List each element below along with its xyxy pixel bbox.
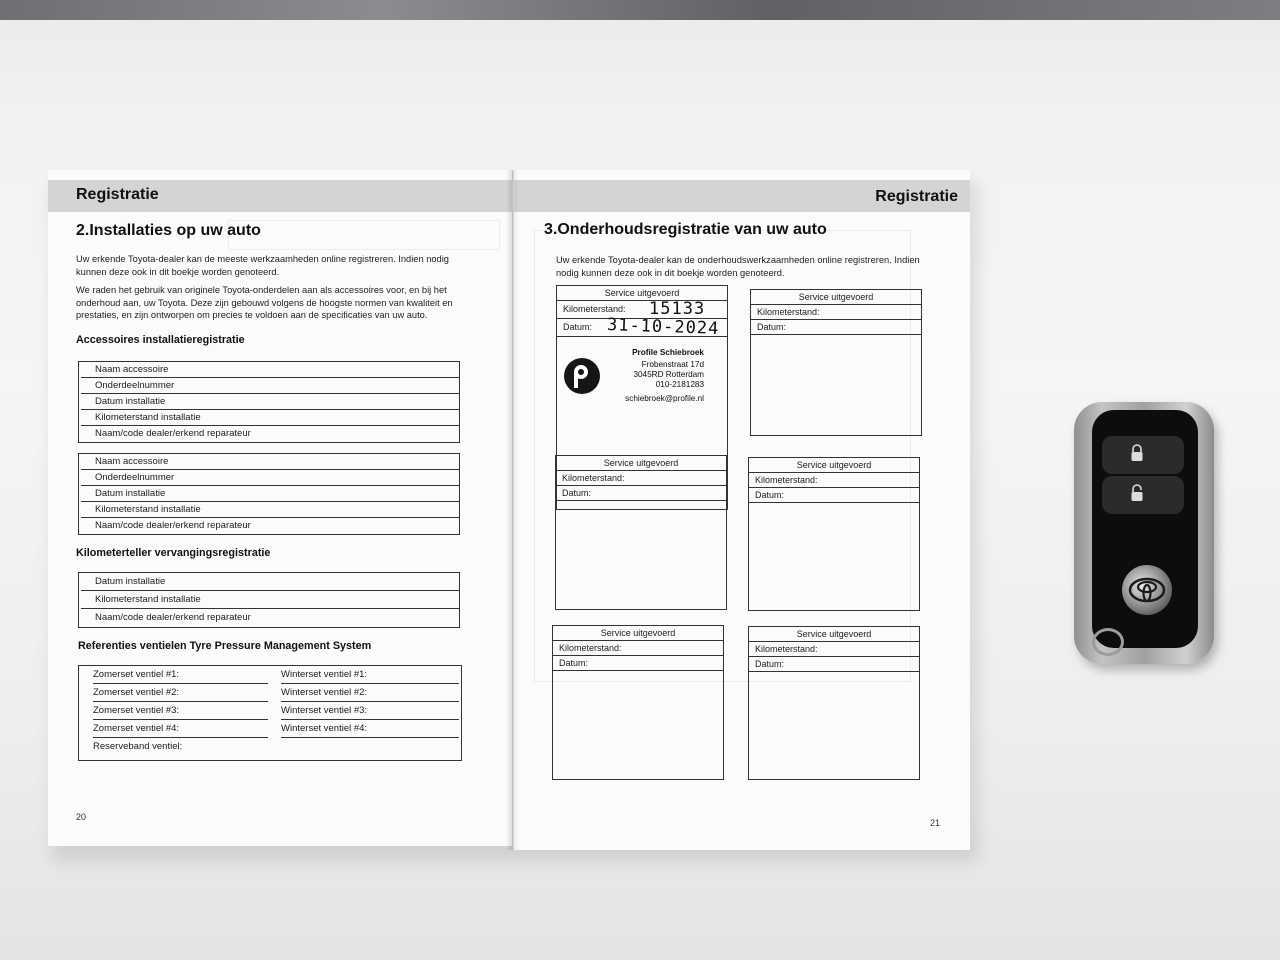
tpms-cell: Winterset ventiel #3: xyxy=(281,702,459,720)
handwritten-date: 31-10-2024 xyxy=(606,315,720,339)
show-through xyxy=(228,220,500,250)
page-number: 21 xyxy=(929,818,940,828)
header-title: Registratie xyxy=(76,186,159,203)
service-title: Service uitgevoerd xyxy=(751,290,921,305)
toyota-logo-icon xyxy=(1122,565,1172,615)
section-heading: 3.Onderhoudsregistratie van uw auto xyxy=(544,221,827,238)
table-row: Datum installatie xyxy=(81,573,459,591)
date-line: Datum: xyxy=(553,656,723,671)
km-line: Kilometerstand: xyxy=(749,642,919,657)
service-title: Service uitgevoerd xyxy=(557,286,727,301)
km-line: Kilometerstand: xyxy=(553,641,723,656)
km-title: Kilometerteller vervangingsregistratie xyxy=(76,547,271,559)
service-title: Service uitgevoerd xyxy=(749,627,919,642)
intro-text-1: Uw erkende Toyota-dealer kan de meeste werkzaamheden online registreren. Indien nodig kunnen deze ook in dit boekje worden genoteerd. xyxy=(76,254,449,277)
header-bar xyxy=(48,180,512,212)
section-heading: 2.Installaties op uw auto xyxy=(76,222,261,239)
car-key-fob xyxy=(1074,402,1214,664)
right-page xyxy=(513,170,970,850)
tpms-cell: Zomerset ventiel #4: xyxy=(93,720,268,738)
key-ring xyxy=(1092,628,1124,656)
left-page xyxy=(48,170,513,846)
accessoire-table-1 xyxy=(78,361,460,443)
tpms-cell: Zomerset ventiel #1: xyxy=(93,666,268,684)
background-strip xyxy=(0,0,1280,20)
table-row: Kilometerstand installatie xyxy=(81,591,459,609)
unlock-button xyxy=(1102,476,1184,514)
service-box-2 xyxy=(750,289,922,436)
table-row: Kilometerstand installatie xyxy=(81,502,459,518)
booklet-spine xyxy=(506,170,520,850)
tpms-cell: Winterset ventiel #1: xyxy=(281,666,459,684)
date-line: Datum: xyxy=(556,486,726,501)
header-bar xyxy=(514,180,970,212)
table-row: Datum installatie xyxy=(81,486,459,502)
page-number: 20 xyxy=(76,812,87,822)
table-row: Onderdeelnummer xyxy=(81,378,459,394)
km-line: Kilometerstand: xyxy=(749,473,919,488)
service-title: Service uitgevoerd xyxy=(556,456,726,471)
date-line: Datum: xyxy=(751,320,921,335)
service-box-6 xyxy=(748,626,920,780)
unlock-icon xyxy=(1130,484,1144,502)
table-row: Naam accessoire xyxy=(81,362,459,378)
accessoires-title: Accessoires installatieregistratie xyxy=(76,334,245,346)
intro-text-2: We raden het gebruik van originele Toyota-onderdelen aan als accessoires voor, en bij het onderhoud aan, uw Toyota. Deze zijn gebouwd volgens de hoogste normen van kwaliteit en prestaties, en zijn ontworpen om precies te voldoen aan de specificaties van uw auto. xyxy=(76,285,453,320)
tpms-table xyxy=(78,665,462,761)
intro-text: Uw erkende Toyota-dealer kan de onderhoudswerkzaamheden online registreren. Indien nodig kunnen deze ook in dit boekje worden genoteerd. xyxy=(556,255,920,278)
stamp-email: schiebroek@profile.nl xyxy=(625,394,704,403)
table-row: Naam/code dealer/erkend reparateur xyxy=(95,428,251,439)
km-line: Kilometerstand: xyxy=(557,301,727,319)
date-line: Datum: xyxy=(749,657,919,672)
km-table xyxy=(78,572,460,628)
table-row: Naam/code dealer/erkend reparateur xyxy=(95,520,251,531)
stamp-city: 3045RD Rotterdam xyxy=(633,370,704,379)
lock-button xyxy=(1102,436,1184,474)
service-box-3 xyxy=(555,455,727,610)
tpms-cell: Zomerset ventiel #3: xyxy=(93,702,268,720)
table-row: Naam/code dealer/erkend reparateur xyxy=(95,612,251,623)
dealer-logo-icon xyxy=(564,358,600,394)
handwritten-km: 15133 xyxy=(649,299,706,319)
table-row: Onderdeelnummer xyxy=(81,470,459,486)
table-row: Naam accessoire xyxy=(81,454,459,470)
stamp-street: Frobenstraat 17d xyxy=(641,360,704,369)
km-line: Kilometerstand: xyxy=(556,471,726,486)
stamp-phone: 010-2181283 xyxy=(655,380,704,389)
tpms-cell: Winterset ventiel #4: xyxy=(281,720,459,738)
service-box-5 xyxy=(552,625,724,780)
table-row: Datum installatie xyxy=(81,394,459,410)
date-line: Datum: xyxy=(557,319,727,337)
accessoire-table-2 xyxy=(78,453,460,535)
service-box-4 xyxy=(748,457,920,611)
tpms-title: Referenties ventielen Tyre Pressure Management System xyxy=(78,640,372,652)
service-title: Service uitgevoerd xyxy=(553,626,723,641)
tpms-cell: Reserveband ventiel: xyxy=(93,741,183,752)
key-face xyxy=(1092,410,1198,648)
table-row: Kilometerstand installatie xyxy=(81,410,459,426)
service-title: Service uitgevoerd xyxy=(749,458,919,473)
tpms-cell: Zomerset ventiel #2: xyxy=(93,684,268,702)
date-line: Datum: xyxy=(749,488,919,503)
km-line: Kilometerstand: xyxy=(751,305,921,320)
header-title: Registratie xyxy=(875,188,958,205)
stamp-name: Profile Schiebroek xyxy=(632,348,704,357)
toyota-emblem-icon xyxy=(1122,565,1172,615)
lock-icon xyxy=(1130,444,1144,462)
tpms-cell: Winterset ventiel #2: xyxy=(281,684,459,702)
dealer-stamp xyxy=(564,348,704,408)
